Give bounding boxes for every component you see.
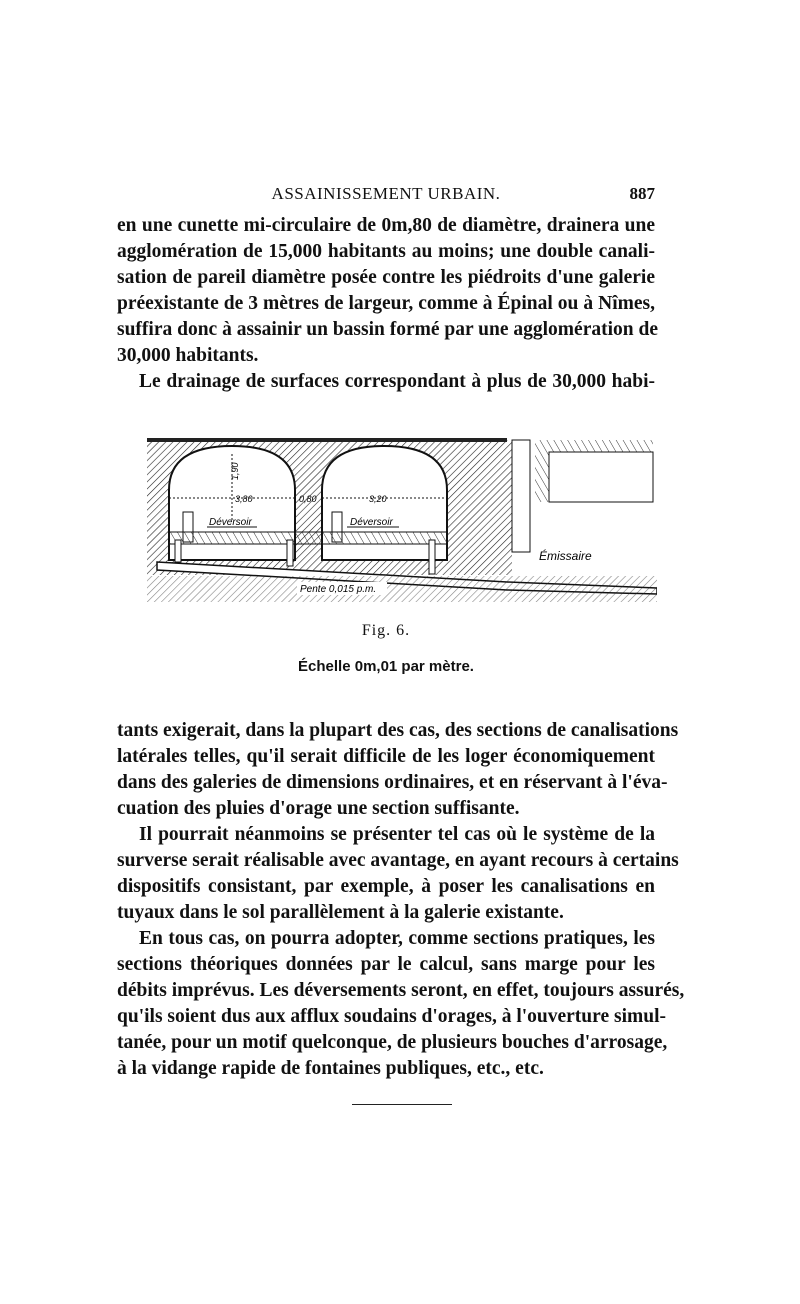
text-line: surverse serait réalisable avec avantage, en ayant recours à certains	[117, 850, 679, 871]
text-line: tuyaux dans le sol parallèlement à la galerie existante.	[117, 902, 564, 923]
mid-dim-label: 0,80	[299, 494, 317, 504]
end-rule	[352, 1104, 452, 1105]
right-chamber	[549, 452, 653, 502]
sewer-diagram	[147, 432, 657, 610]
subsoil	[147, 576, 657, 602]
width-left-label: 3,80	[235, 494, 253, 504]
page-header	[117, 184, 655, 208]
text-line: cuation des pluies d'orage une section suffisante.	[117, 798, 520, 819]
running-title: ASSAINISSEMENT URBAIN.	[271, 184, 501, 203]
text-line: En tous cas, on pourra adopter, comme sections pratiques, les	[139, 928, 655, 949]
downpipe-left	[175, 540, 181, 562]
downpipe-mid	[287, 540, 293, 566]
width-right-label: 3,20	[369, 494, 387, 504]
slope-label: Pente 0,015 p.m.	[300, 584, 377, 595]
emissaire-label: Émissaire	[539, 549, 592, 563]
figure-scale: Échelle 0m,01 par mètre.	[298, 658, 474, 675]
deversoir-right-label: Déversoir	[350, 517, 393, 528]
text-line: en une cunette mi-circulaire de 0m,80 de diamètre, drainera une	[117, 215, 655, 236]
text-line: Le drainage de surfaces correspondant à plus de 30,000 habi-	[139, 371, 655, 392]
text-line: tants exigerait, dans la plupart des cas, des sections de canalisations	[117, 720, 679, 741]
deversoir-left-label: Déversoir	[209, 517, 252, 528]
page-number: 887	[629, 184, 655, 203]
text-line: suffira donc à assainir un bassin formé par une agglomération de	[117, 319, 658, 340]
text-line: à la vidange rapide de fontaines publiques, etc., etc.	[117, 1058, 544, 1079]
text-line: sections théoriques données par le calcul, sans marge pour les	[117, 954, 655, 975]
channel-floor	[169, 532, 447, 544]
paragraph-top	[117, 213, 658, 395]
shaft	[512, 440, 530, 552]
text-line: Il pourrait néanmoins se présenter tel cas où le système de la	[139, 824, 655, 845]
ground-line	[147, 438, 507, 442]
text-line: dispositifs consistant, par exemple, à poser les canalisations en	[117, 876, 655, 897]
text-line: dans des galeries de dimensions ordinaires, et en réservant à l'éva-	[117, 772, 668, 793]
text-line: sation de pareil diamètre posée contre les piédroits d'une galerie	[117, 267, 655, 288]
text-line: débits imprévus. Les déversements seront, en effet, toujours assurés,	[117, 980, 685, 1001]
text-line: qu'ils soient dus aux afflux soudains d'orages, à l'ouverture simul-	[117, 1006, 666, 1027]
downpipe-right	[429, 540, 435, 574]
height-dim-label: 1,90	[230, 462, 240, 480]
figure-caption: Fig. 6.	[361, 622, 411, 639]
text-line: 30,000 habitants.	[117, 345, 259, 366]
text-line: latérales telles, qu'il serait difficile de les loger économiquement	[117, 746, 655, 767]
text-line: tanée, pour un motif quelconque, de plusieurs bouches d'arrosage,	[117, 1032, 668, 1053]
text-line: agglomération de 15,000 habitants au moins; une double canali-	[117, 241, 655, 262]
text-line: préexistante de 3 mètres de largeur, comme à Épinal ou à Nîmes,	[117, 293, 655, 314]
sewer-cross-section-figure	[147, 432, 657, 610]
paragraph-bottom	[117, 718, 685, 1082]
